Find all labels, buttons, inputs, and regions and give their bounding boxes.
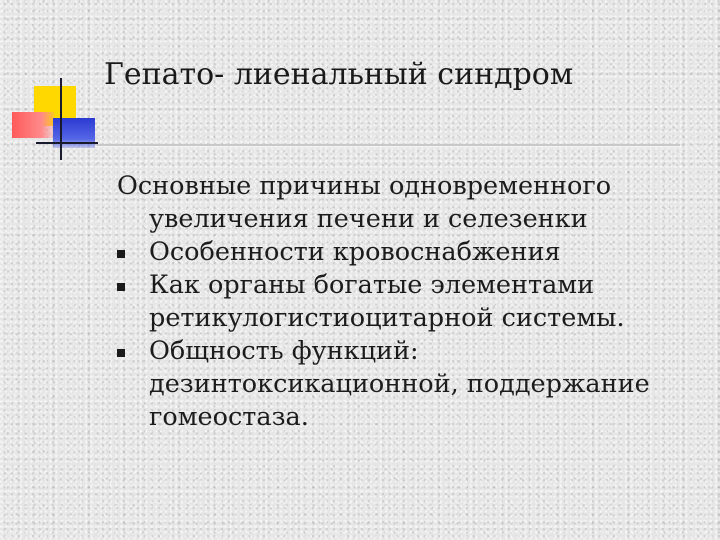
square-bullet-icon bbox=[117, 349, 125, 357]
decorative-squares-logo bbox=[0, 0, 100, 170]
vertical-line bbox=[60, 78, 62, 160]
list-item bbox=[117, 269, 697, 335]
title-divider bbox=[97, 144, 680, 147]
list-item bbox=[117, 335, 697, 434]
red-square bbox=[12, 112, 54, 138]
intro-text: Основные причины одновременного увеличения печени и селезенки bbox=[117, 171, 612, 234]
list-item bbox=[117, 236, 697, 269]
slide-title: Гепато- лиенальный синдром bbox=[104, 57, 574, 92]
bullet-text: Общность функций: дезинтоксикационной, поддержание гомеостаза. bbox=[149, 336, 650, 432]
bullet-text: Особенности кровоснабжения bbox=[149, 237, 561, 267]
square-bullet-icon bbox=[117, 250, 125, 258]
bullet-list bbox=[117, 236, 697, 434]
slide-body bbox=[117, 170, 697, 434]
square-bullet-icon bbox=[117, 283, 125, 291]
horizontal-line bbox=[36, 142, 98, 144]
bullet-text: Как органы богатые элементами ретикулогистиоцитарной системы. bbox=[149, 270, 625, 333]
